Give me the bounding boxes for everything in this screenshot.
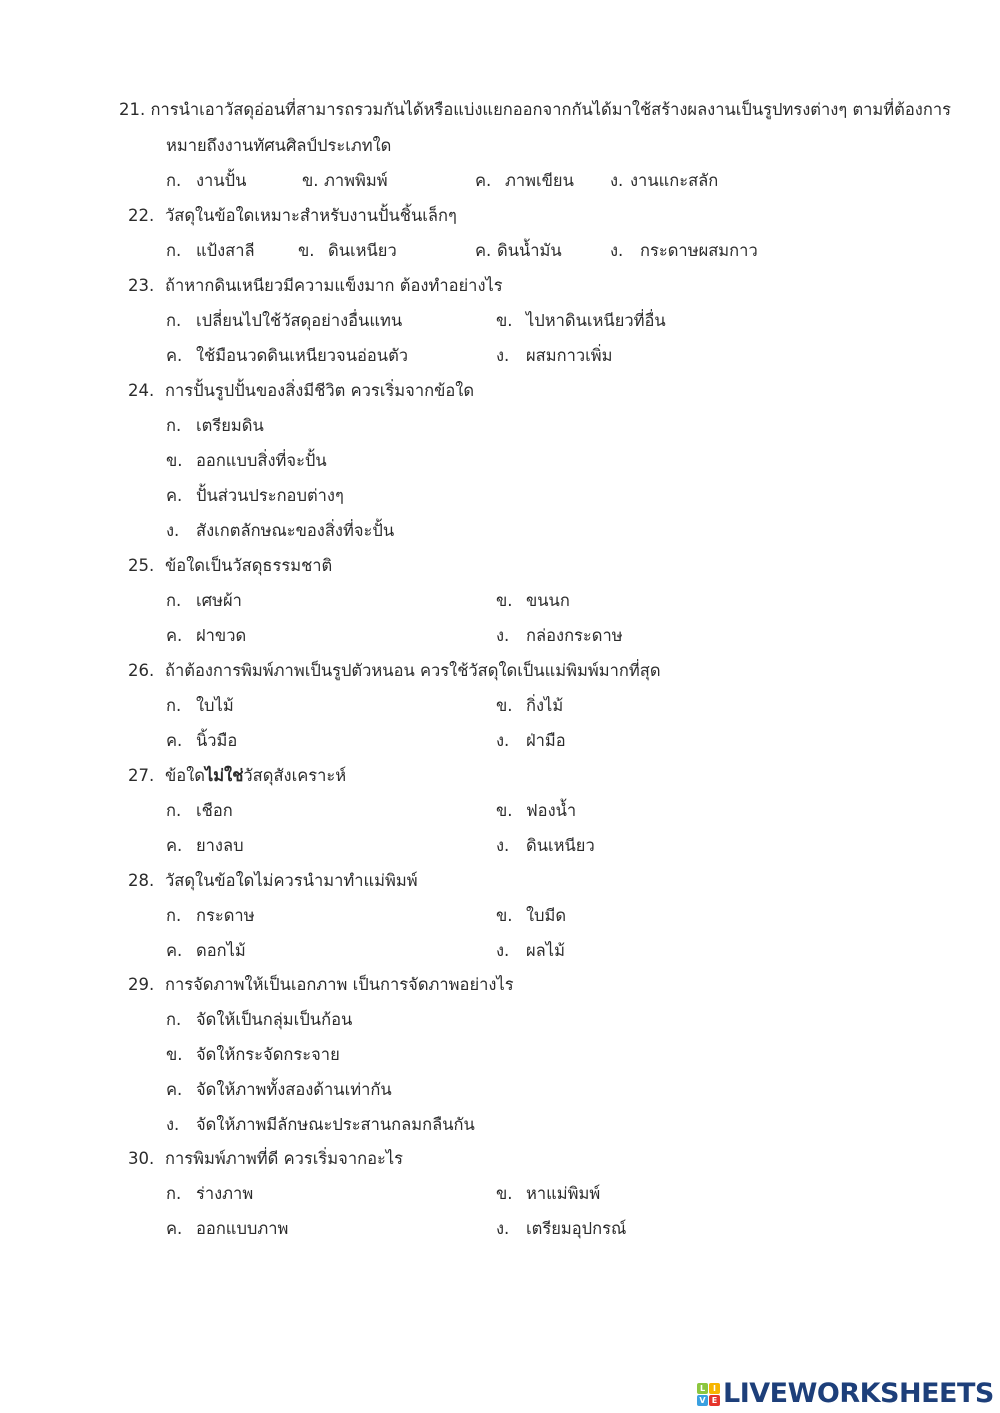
live-blocks-icon: L I V E bbox=[697, 1383, 720, 1406]
question-text: วัสดุในข้อใดไม่ควรนำมาทำแม่พิมพ์ bbox=[165, 871, 418, 890]
question-text: การปั้นรูปปั้นของสิ่งมีชีวิต ควรเริ่มจากข้อใด bbox=[165, 381, 475, 400]
question-text-emphasis: ไม่ใช่ bbox=[204, 766, 244, 785]
question-26 bbox=[128, 660, 661, 682]
option[interactable]: ก. งานปั้น bbox=[166, 171, 247, 190]
option[interactable]: ค. ออกแบบภาพ bbox=[166, 1219, 289, 1238]
question-number: 23. bbox=[128, 276, 155, 295]
option[interactable]: ข. กิ่งไม้ bbox=[496, 696, 564, 715]
option[interactable]: ง. ฝ่ามือ bbox=[496, 731, 566, 750]
question-number: 30. bbox=[128, 1149, 155, 1168]
option[interactable]: ง. กระดาษผสมกาว bbox=[610, 241, 758, 260]
option[interactable]: ง. ดินเหนียว bbox=[496, 836, 595, 855]
question-27 bbox=[128, 765, 346, 787]
option[interactable]: ข. ไปหาดินเหนียวที่อื่น bbox=[496, 311, 666, 330]
question-text: ถ้าหากดินเหนียวมีความแข็งมาก ต้องทำอย่างไร bbox=[165, 276, 503, 295]
question-text: ถ้าต้องการพิมพ์ภาพเป็นรูปตัวหนอน ควรใช้วัสดุใดเป็นแม่พิมพ์มากที่สุด bbox=[165, 661, 661, 680]
option[interactable]: ค. จัดให้ภาพทั้งสองด้านเท่ากัน bbox=[166, 1080, 392, 1099]
question-28 bbox=[128, 870, 418, 892]
question-text-pre: ข้อใด bbox=[165, 766, 205, 785]
option[interactable]: ข. ดินเหนียว bbox=[298, 241, 397, 260]
option[interactable]: ข. ใบมีด bbox=[496, 906, 567, 925]
option[interactable]: ค. ปั้นส่วนประกอบต่างๆ bbox=[166, 486, 344, 505]
option[interactable]: ง. งานแกะสลัก bbox=[610, 171, 719, 190]
question-number: 28. bbox=[128, 871, 155, 890]
question-text: การนำเอาวัสดุอ่อนที่สามารถรวมกันได้หรือแบ่งแยกออกจากกันได้มาใช้สร้างผลงานเป็นรูปทรงต่างๆ ตามที่ต้องการ bbox=[150, 100, 951, 119]
question-25 bbox=[128, 555, 332, 577]
option[interactable]: ค. ใช้มือนวดดินเหนียวจนอ่อนตัว bbox=[166, 346, 409, 365]
option[interactable]: ก. เชือก bbox=[166, 801, 233, 820]
option[interactable]: ก. ร่างภาพ bbox=[166, 1184, 254, 1203]
option[interactable]: ข. ฟองน้ำ bbox=[496, 801, 577, 820]
question-number: 22. bbox=[128, 206, 155, 225]
question-text-post: วัสดุสังเคราะห์ bbox=[243, 766, 347, 785]
question-number: 25. bbox=[128, 556, 155, 575]
option[interactable]: ก. ใบไม้ bbox=[166, 696, 234, 715]
option[interactable]: ก. แป้งสาลี bbox=[166, 241, 255, 260]
option[interactable]: ง. ผลไม้ bbox=[496, 941, 565, 960]
question-21-continued: หมายถึงงานทัศนศิลป์ประเภทใด bbox=[166, 136, 392, 155]
question-29 bbox=[128, 974, 514, 996]
option[interactable]: ง. กล่องกระดาษ bbox=[496, 626, 623, 645]
question-21 bbox=[119, 99, 951, 121]
question-text: วัสดุในข้อใดเหมาะสำหรับงานปั้นชิ้นเล็กๆ bbox=[165, 206, 457, 225]
option[interactable]: ข. ภาพพิมพ์ bbox=[302, 171, 388, 190]
option[interactable]: ค. ฝาขวด bbox=[166, 626, 247, 645]
option[interactable]: ค. ยางลบ bbox=[166, 836, 244, 855]
question-number: 26. bbox=[128, 661, 155, 680]
option[interactable]: ก. เตรียมดิน bbox=[166, 416, 264, 435]
question-number: 29. bbox=[128, 975, 155, 994]
option[interactable]: ค. นิ้วมือ bbox=[166, 731, 238, 750]
option[interactable]: ก. กระดาษ bbox=[166, 906, 255, 925]
option[interactable]: ข. หาแม่พิมพ์ bbox=[496, 1184, 601, 1203]
question-number: 24. bbox=[128, 381, 155, 400]
option[interactable]: ข. ขนนก bbox=[496, 591, 570, 610]
question-22 bbox=[128, 205, 457, 227]
logo-text: LIVEWORKSHEETS bbox=[723, 1378, 994, 1409]
question-text: การจัดภาพให้เป็นเอกภาพ เป็นการจัดภาพอย่างไร bbox=[165, 975, 514, 994]
option[interactable]: ง. สังเกตลักษณะของสิ่งที่จะปั้น bbox=[166, 521, 395, 540]
option[interactable]: ข. จัดให้กระจัดกระจาย bbox=[166, 1045, 340, 1064]
option[interactable]: ง. เตรียมอุปกรณ์ bbox=[496, 1219, 627, 1238]
option[interactable]: ก. เปลี่ยนไปใช้วัสดุอย่างอื่นแทน bbox=[166, 311, 403, 330]
option[interactable]: ง. จัดให้ภาพมีลักษณะประสานกลมกลืนกัน bbox=[166, 1115, 475, 1134]
question-text: การพิมพ์ภาพที่ดี ควรเริ่มจากอะไร bbox=[165, 1149, 404, 1168]
question-23 bbox=[128, 275, 503, 297]
question-number: 21. bbox=[119, 100, 146, 119]
question-24 bbox=[128, 380, 474, 402]
option[interactable]: ค. ภาพเขียน bbox=[475, 171, 574, 190]
liveworksheets-logo[interactable] bbox=[697, 1380, 994, 1408]
question-number: 27. bbox=[128, 766, 155, 785]
option[interactable]: ค. ดอกไม้ bbox=[166, 941, 246, 960]
option[interactable]: ก. จัดให้เป็นกลุ่มเป็นก้อน bbox=[166, 1010, 353, 1029]
question-text: ข้อใดเป็นวัสดุธรรมชาติ bbox=[165, 556, 333, 575]
option[interactable]: ก. เศษผ้า bbox=[166, 591, 242, 610]
option[interactable]: ข. ออกแบบสิ่งที่จะปั้น bbox=[166, 451, 327, 470]
option[interactable]: ค. ดินน้ำมัน bbox=[475, 241, 562, 260]
question-30 bbox=[128, 1148, 403, 1170]
option[interactable]: ง. ผสมกาวเพิ่ม bbox=[496, 346, 613, 365]
